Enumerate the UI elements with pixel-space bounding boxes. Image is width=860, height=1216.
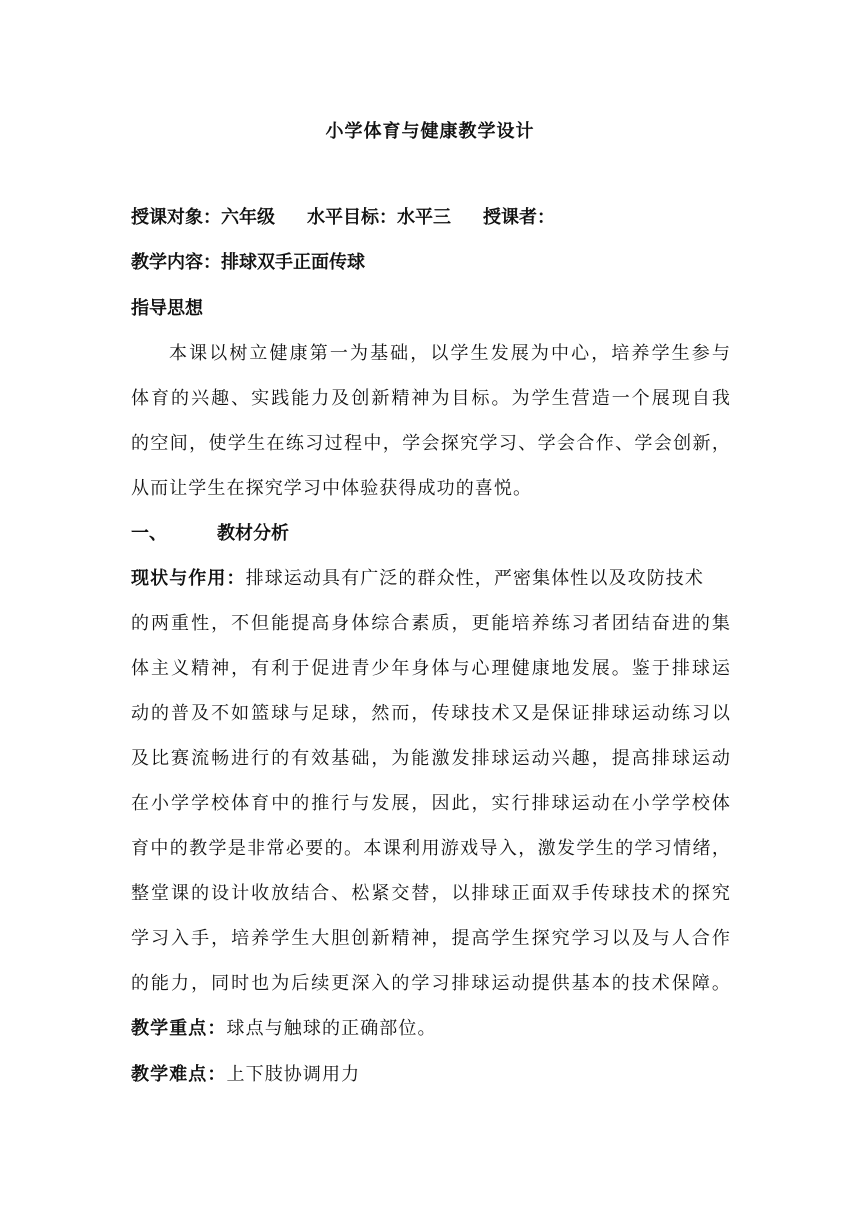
section-title: 教材分析: [217, 523, 289, 544]
object-value: 六年级: [221, 207, 275, 228]
difficulty-row: [131, 1063, 360, 1087]
analysis-line: 整堂课的设计收放结合、松紧交替，以排球正面双手传球技术的探究: [131, 883, 731, 904]
content-label: 教学内容：: [131, 252, 221, 273]
analysis-line: 育中的教学是非常必要的。本课利用游戏导入，激发学生的学习情绪，: [131, 838, 731, 859]
key-point-row: [131, 1017, 437, 1041]
key-point-label: 教学重点：: [131, 1018, 227, 1039]
analysis-line: 的能力，同时也为后续更深入的学习排球运动提供基本的技术保障。: [131, 973, 731, 994]
section-number: 一、: [131, 523, 167, 544]
difficulty-label: 教学难点：: [131, 1064, 227, 1085]
level-value: 水平三: [397, 207, 451, 228]
analysis-line: 在小学学校体育中的推行与发展，因此，实行排球运动在小学学校体: [131, 793, 731, 814]
lesson-content-row: [131, 251, 365, 275]
analysis-label: 现状与作用：: [131, 568, 246, 589]
analysis-line: 及比赛流畅进行的有效基础，为能激发排球运动兴趣，提高排球运动: [131, 748, 731, 769]
guiding-thought-line: 体育的兴趣、实践能力及创新精神为目标。为学生营造一个展现自我: [131, 388, 731, 409]
section-heading: [131, 522, 289, 546]
teacher-label: 授课者：: [483, 207, 555, 228]
analysis-line: 学习入手，培养学生大胆创新精神，提高学生探究学习以及与人合作: [131, 928, 731, 949]
key-point-value: 球点与触球的正确部位。: [226, 1018, 437, 1039]
content-value: 排球双手正面传球: [221, 252, 365, 273]
guiding-thought-line: 从而让学生在探究学习中体验获得成功的喜悦。: [131, 478, 533, 499]
object-label: 授课对象：: [131, 207, 221, 228]
analysis-line: 体主义精神，有利于促进青少年身体与心理健康地发展。鉴于排球运: [131, 658, 731, 679]
lesson-meta-row: [131, 206, 555, 230]
guiding-thought-line: 的空间，使学生在练习过程中，学会探究学习、学会合作、学会创新，: [131, 433, 731, 454]
level-label: 水平目标：: [307, 207, 397, 228]
difficulty-value: 上下肢协调用力: [226, 1064, 361, 1085]
analysis-line: 的两重性，不但能提高身体综合素质，更能培养练习者团结奋进的集: [131, 613, 731, 634]
analysis-first-line: [131, 567, 704, 591]
guiding-thought-line: 本课以树立健康第一为基础，以学生发展为中心，培养学生参与: [169, 343, 731, 364]
analysis-text: 排球运动具有广泛的群众性，严密集体性以及攻防技术: [245, 568, 705, 589]
analysis-line: 动的普及不如篮球与足球，然而，传球技术又是保证排球运动练习以: [131, 703, 731, 724]
guiding-thought-heading: 指导思想: [131, 298, 203, 319]
document-title: 小学体育与健康教学设计: [325, 121, 535, 142]
